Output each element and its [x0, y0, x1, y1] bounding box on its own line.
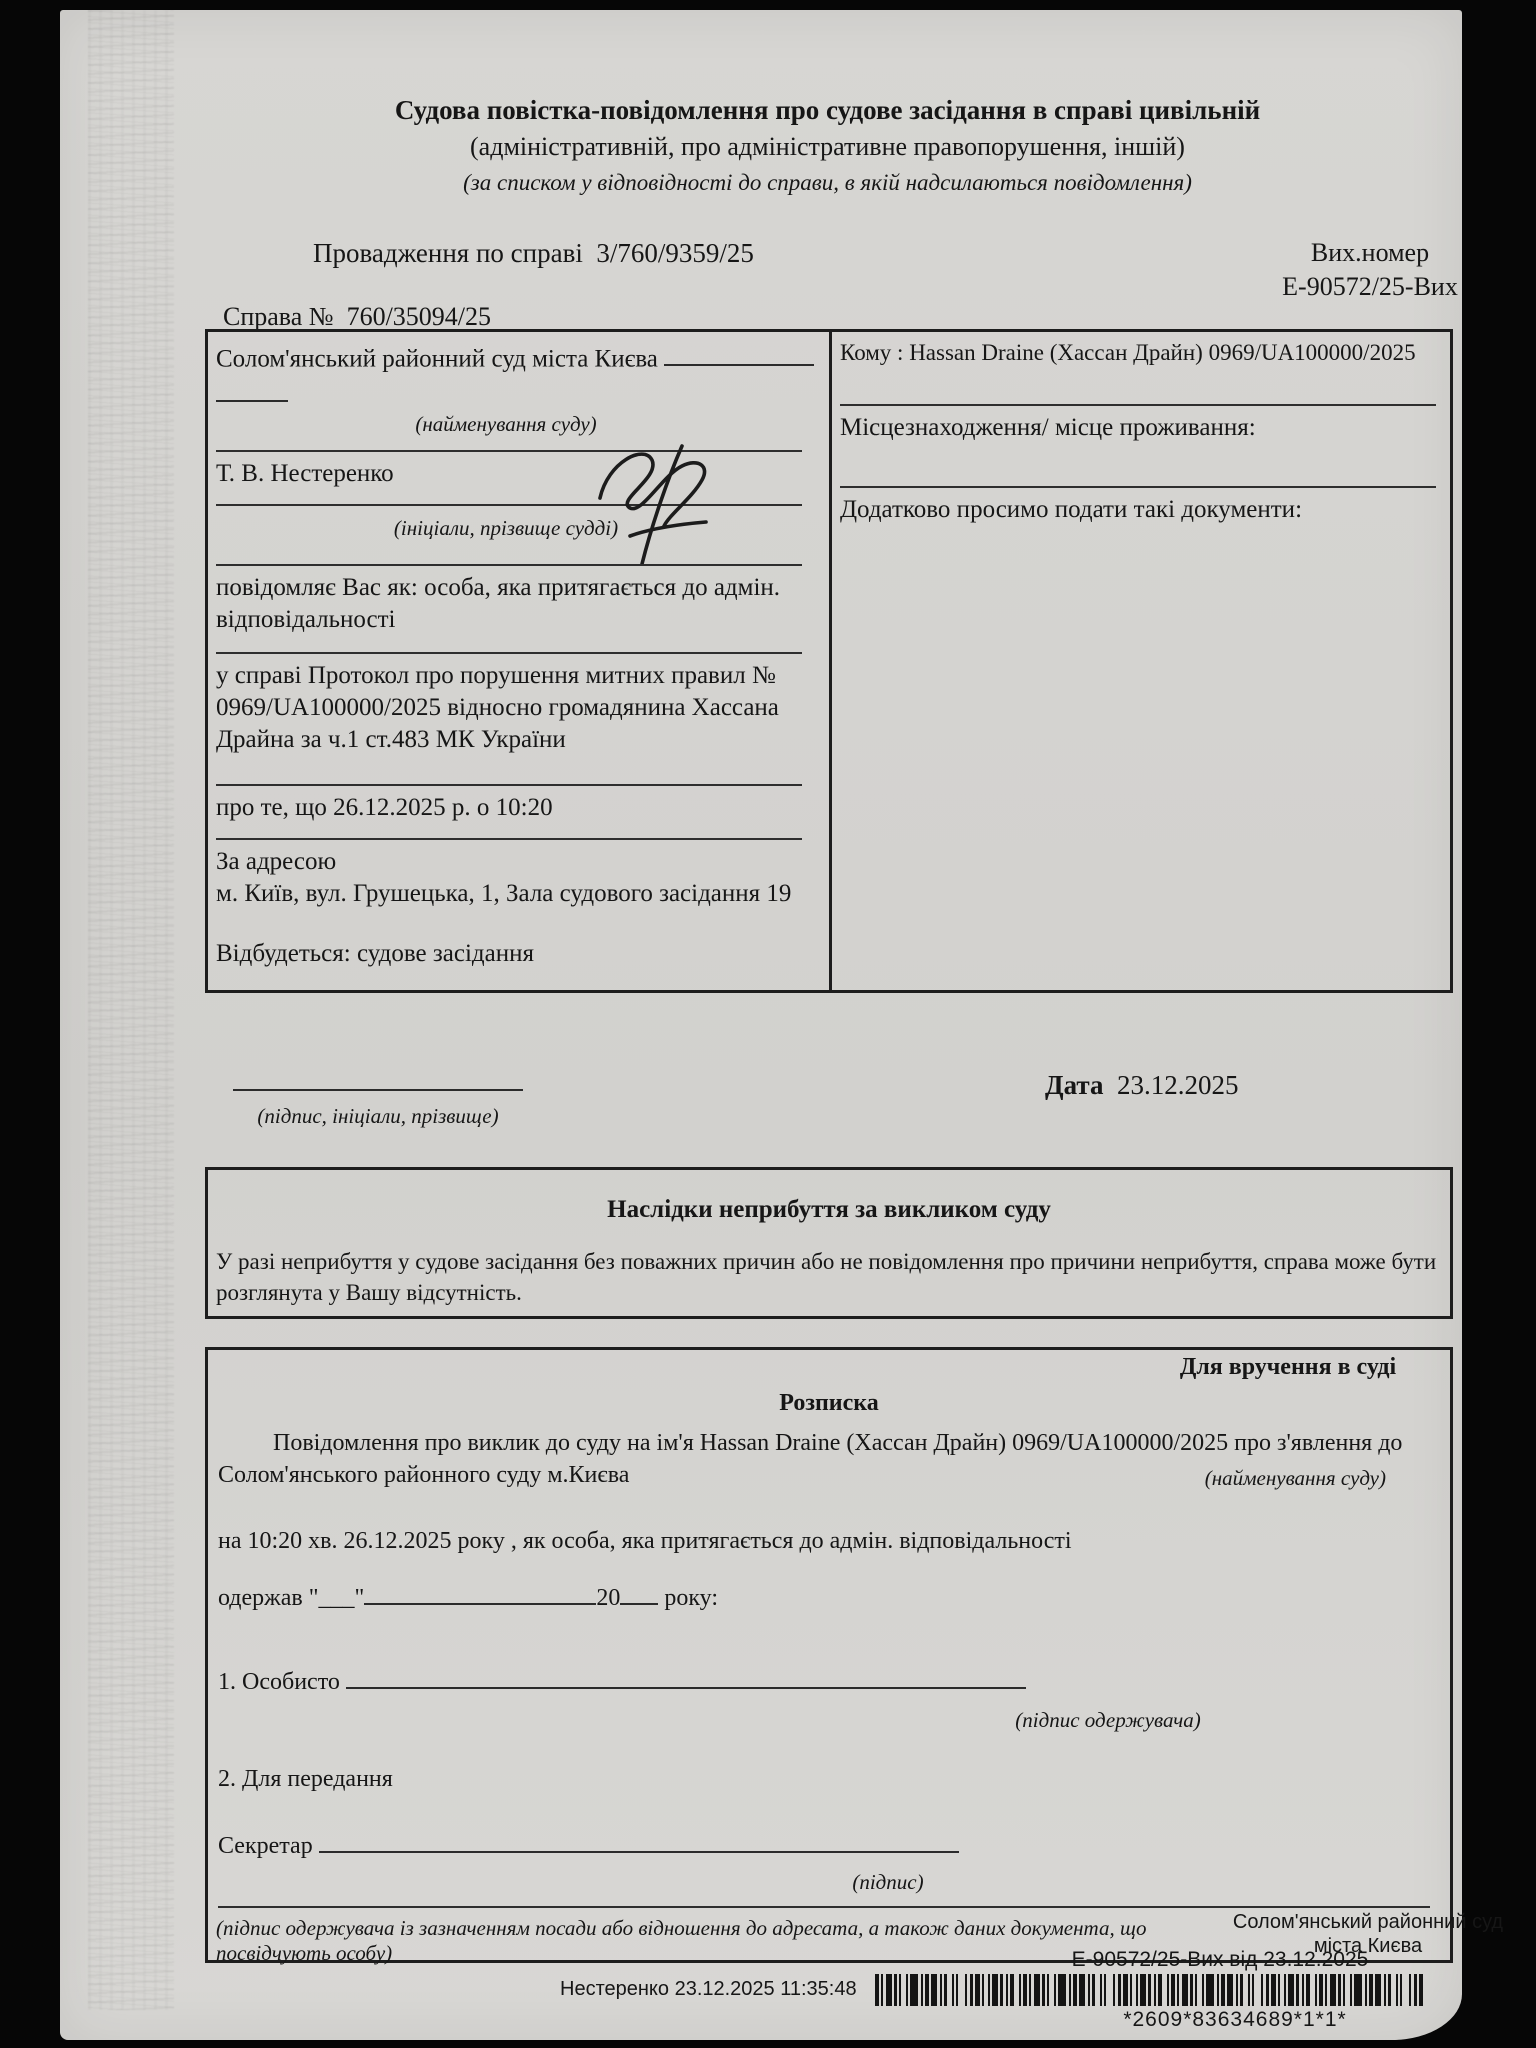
proceeding-number: 3/760/9359/25 — [596, 238, 754, 268]
outgoing-number-label: Вих.номер — [1310, 238, 1430, 267]
transfer-line: 2. Для передання — [218, 1766, 393, 1792]
scanned-paper — [60, 10, 1504, 2040]
blank-line — [319, 1826, 959, 1853]
secretary-line — [218, 1826, 959, 1860]
case-label: Справа № — [223, 302, 334, 331]
blank-line — [216, 374, 288, 402]
consequences-box — [205, 1167, 1453, 1319]
rule-line — [216, 784, 802, 786]
received-year: 20 — [596, 1585, 621, 1612]
outgoing-number-value: Е-90572/25-Вих — [1282, 272, 1458, 301]
receipt-court-name: Солом'янського районного суду м.Києва — [218, 1462, 630, 1488]
recipient-signature-caption: (підпис одержувача) — [1015, 1708, 1201, 1732]
court-delivery-label: Для вручення в суді — [1179, 1354, 1397, 1380]
receipt-notice-line2-row — [218, 1462, 1436, 1489]
proceeding-line — [313, 238, 754, 269]
document-subtitle: (адміністративній, про адміністративне правопорушення, іншій) — [470, 132, 1185, 161]
court-name: Солом'янський районний суд міста Києва — [216, 345, 658, 373]
barcode — [875, 1974, 1423, 2006]
blank-line — [364, 1578, 596, 1605]
footer-barcode-row — [60, 1974, 1462, 2010]
documents-label: Додатково просимо подати такі документи: — [840, 496, 1303, 523]
date-line — [1045, 1070, 1238, 1101]
receipt-title: Розписка — [779, 1390, 879, 1416]
blank-line — [346, 1662, 1026, 1689]
event-line: Відбудеться: судове засідання — [216, 940, 534, 967]
case-description: у справі Протокол про порушення митних правил № 0969/UA100000/2025 відносно громадянина Хассана Драйна за ч.1 ст.483 МК України — [216, 662, 779, 753]
rule-line — [840, 486, 1436, 488]
judge-signature — [586, 440, 726, 570]
recipient-line: Кому : Hassan Draine (Хассан Драйн) 0969/UA100000/2025 — [840, 340, 1416, 365]
receipt-notice-line1: Повідомлення про виклик до суду на ім'я Hassan Draine (Хассан Драйн) 0969/UA100000/2025 про з'явлення до — [273, 1430, 1403, 1456]
blank-line — [233, 1072, 523, 1091]
scan-edge-texture — [88, 10, 174, 2010]
address-block — [216, 846, 816, 910]
footer-doc-ref: Е-90572/25-Вих від 23.12.2025 — [1071, 1948, 1369, 1971]
personally-line — [218, 1662, 1026, 1696]
footer-signed-by: Нестеренко 23.12.2025 11:35:48 — [560, 1978, 857, 2000]
notify-line: повідомляє Вас як: особа, яка притягається до адмін. відповідальності — [216, 574, 781, 633]
case-number: 760/35094/25 — [346, 302, 492, 331]
blank-line — [620, 1578, 658, 1605]
court-stamp-line2: міста Києва — [1313, 1935, 1423, 1957]
address-label: За адресою — [216, 848, 337, 875]
rule-line — [216, 838, 802, 840]
summons-table — [205, 329, 1453, 993]
rule-line — [216, 652, 802, 654]
barcode-text: *2609*83634689*1*1* — [1123, 2008, 1347, 2031]
date-label: Дата — [1045, 1070, 1104, 1100]
outgoing-number-block — [1255, 236, 1485, 304]
secretary-label: Секретар — [218, 1833, 313, 1860]
blank-line — [664, 338, 814, 366]
location-label: Місцезнаходження/ місце проживання: — [840, 414, 1256, 441]
document-header — [205, 92, 1450, 200]
rule-line — [218, 1906, 1430, 1908]
proceeding-label: Провадження по справі — [313, 238, 583, 268]
address-value: м. Київ, вул. Грушецька, 1, Зала судового засідання 19 — [216, 880, 792, 907]
received-line — [218, 1578, 718, 1612]
hearing-datetime: про те, що 26.12.2025 р. о 10:20 — [216, 794, 553, 821]
signature-caption-small: (підпис) — [852, 1870, 924, 1894]
document-title: Судова повістка-повідомлення про судове засідання в справі цивільній — [394, 95, 1261, 125]
date-value: 23.12.2025 — [1116, 1070, 1239, 1100]
rule-line — [840, 404, 1436, 406]
received-suffix: року: — [664, 1585, 719, 1612]
document-subtitle-note: (за списком у відповідності до справи, в якій надсилаються повідомлення) — [463, 170, 1192, 195]
judge-name: Т. В. Нестеренко — [216, 460, 394, 487]
recipient-cell — [832, 332, 1450, 990]
rule-line — [216, 564, 802, 566]
receipt-bottom-caption: (підпис одержувача із зазначенням посади або відношення до адресата, а також даних документа, що посвідчують особу) — [216, 1916, 1147, 1965]
received-label: одержав "___" — [218, 1585, 365, 1612]
court-cell — [208, 332, 829, 990]
judge-caption: (ініціали, прізвище судді) — [393, 516, 619, 540]
receipt-box — [205, 1347, 1504, 1965]
receipt-court-caption: (найменування суду) — [1204, 1466, 1386, 1490]
receipt-time-line: на 10:20 хв. 26.12.2025 року , як особа, яка притягається до адмін. відповідальності — [218, 1528, 1072, 1554]
court-stamp-line1: Солом'янський районний суд — [1232, 1911, 1504, 1933]
personally-label: 1. Особисто — [218, 1669, 340, 1696]
consequences-body: У разі неприбуття у судове засідання без поважних причин або не повідомлення про причини неприбуття, справа може бути розглянута у Вашу відсутність. — [216, 1249, 1437, 1305]
consequences-title: Наслідки неприбуття за викликом суду — [607, 1196, 1051, 1223]
signature-caption: (підпис, ініціали, прізвище) — [257, 1104, 499, 1128]
court-name-line — [216, 338, 821, 375]
court-name-caption: (найменування суду) — [415, 412, 597, 436]
case-number-line — [223, 302, 491, 332]
